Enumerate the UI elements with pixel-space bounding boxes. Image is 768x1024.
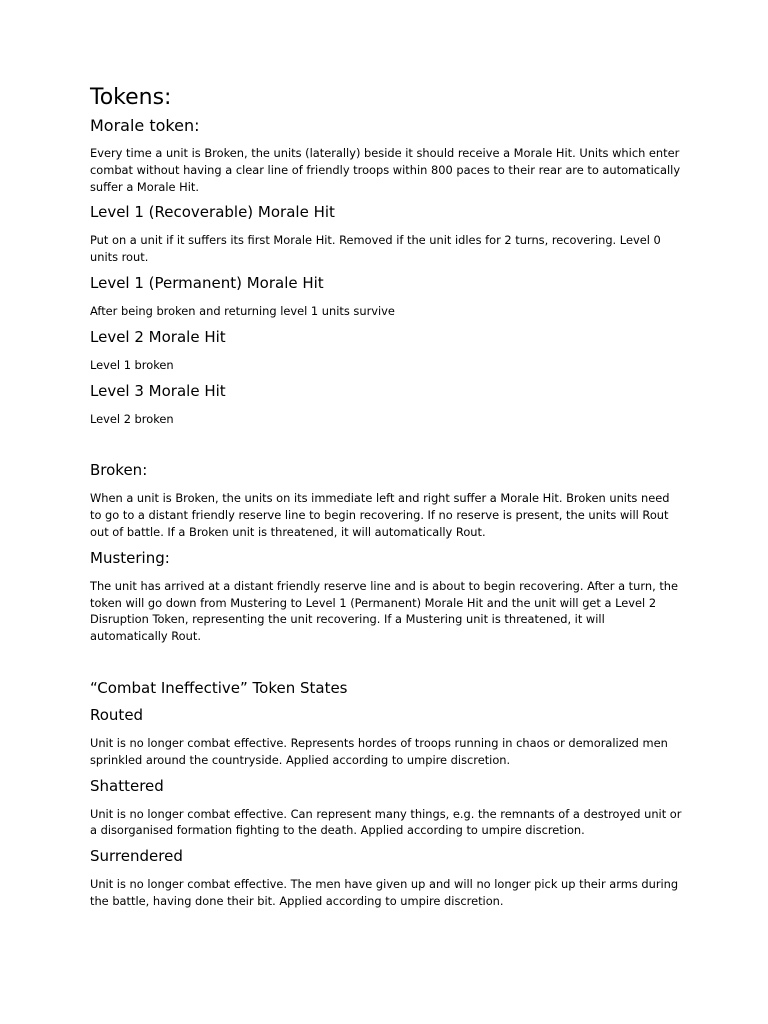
morale-token-heading: Morale token: xyxy=(90,116,200,135)
shattered-paragraph: Unit is no longer combat effective. Can represent many things, e.g. the remnants of a destroyed unit or a disorganised formation fighting to the death. Applied according to umpire discretion. xyxy=(90,806,682,838)
broken-heading: Broken: xyxy=(90,461,148,480)
morale-token-paragraph: Every time a unit is Broken, the units (laterally) beside it should receive a Morale Hit. Units which enter combat without having a clear line of friendly troops within 800 paces to their rear are to automatically suffer a Morale Hit. xyxy=(90,146,681,194)
level2-paragraph: Level 1 broken xyxy=(90,357,174,372)
shattered-heading: Shattered xyxy=(90,776,164,795)
mustering-heading: Mustering: xyxy=(90,548,170,567)
level1-permanent-paragraph: After being broken and returning level 1 units survive xyxy=(90,303,395,318)
surrendered-heading: Surrendered xyxy=(90,847,183,866)
level3-heading: Level 3 Morale Hit xyxy=(90,381,226,400)
routed-heading: Routed xyxy=(90,705,144,724)
document-page xyxy=(90,84,682,910)
mustering-paragraph: The unit has arrived at a distant friendly reserve line and is about to begin recovering. After a turn, the token will go down from Mustering to Level 1 (Permanent) Morale Hit and the unit will get a Level 2 Disruption Token, representing the unit recovering. If a Mustering unit is threatened, it will automatically Rout. xyxy=(90,578,679,644)
broken-paragraph: When a unit is Broken, the units on its immediate left and right suffer a Morale Hit. Broken units need to go to a distant friendly reserve line to begin recovering. If no reserve is present, the units will Rout out of battle. If a Broken unit is threatened, it will automatically Rout. xyxy=(90,491,670,539)
page-title: Tokens: xyxy=(90,85,172,110)
combat-ineffective-heading: “Combat Ineffective” Token States xyxy=(90,678,348,697)
level3-paragraph: Level 2 broken xyxy=(90,411,174,426)
routed-paragraph: Unit is no longer combat effective. Represents hordes of troops running in chaos or demoralized men sprinkled around the countryside. Applied according to umpire discretion. xyxy=(90,735,668,767)
level1-recoverable-paragraph: Put on a unit if it suffers its first Morale Hit. Removed if the unit idles for 2 turns, recovering. Level 0 units rout. xyxy=(90,233,661,265)
level1-permanent-heading: Level 1 (Permanent) Morale Hit xyxy=(90,273,324,292)
level2-heading: Level 2 Morale Hit xyxy=(90,327,226,346)
surrendered-paragraph: Unit is no longer combat effective. The men have given up and will no longer pick up their arms during the battle, having done their bit. Applied according to umpire discretion. xyxy=(90,877,679,908)
level1-recoverable-heading: Level 1 (Recoverable) Morale Hit xyxy=(90,203,335,222)
